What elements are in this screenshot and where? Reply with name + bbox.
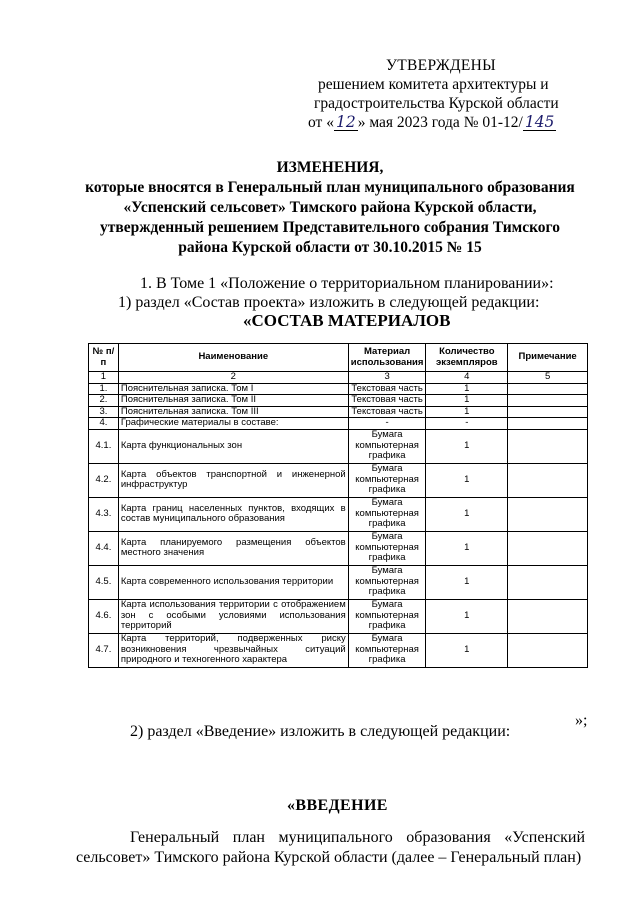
header-name: Наименование	[118, 344, 348, 372]
row-name: Карта современного использования территории	[118, 565, 348, 599]
row-note	[508, 395, 588, 407]
table-row	[89, 429, 588, 463]
title-line-3: «Успенский сельсовет» Тимского района Курской области,	[123, 199, 537, 216]
item-1: 1. В Томе 1 «Положение о территориальном планировании»:	[140, 275, 554, 292]
row-qty: 1	[426, 565, 508, 599]
title-line-5: района Курской области от 30.10.2015 № 15	[178, 239, 482, 256]
row-note	[508, 565, 588, 599]
row-qty: 1	[426, 395, 508, 407]
header-material: Материал использования	[348, 344, 426, 372]
table-row	[89, 633, 588, 667]
table-row	[89, 497, 588, 531]
row-name: Графические материалы в составе:	[118, 418, 348, 430]
item-2: 2) раздел «Введение» изложить в следующей редакции:	[130, 723, 511, 740]
row-qty: 1	[426, 531, 508, 565]
row-qty: 1	[426, 497, 508, 531]
body-word: «Успенский	[504, 829, 585, 846]
item-1-sub: 1) раздел «Состав проекта» изложить в следующей редакции:	[118, 294, 540, 311]
header-num: № п/п	[89, 344, 119, 372]
row-qty: 1	[426, 599, 508, 633]
materials-table	[88, 343, 588, 668]
row-material: Бумага компьютерная графика	[348, 429, 426, 463]
row-note	[508, 633, 588, 667]
row-number: 2.	[89, 395, 119, 407]
row-note	[508, 497, 588, 531]
row-note	[508, 599, 588, 633]
document-title	[70, 158, 590, 258]
body-word: муниципального	[278, 829, 393, 846]
table-row	[89, 531, 588, 565]
table-row	[89, 463, 588, 497]
row-name: Карта территорий, подверженных риску возникновения чрезвычайных ситуаций природного и техногенного характера	[118, 633, 348, 667]
row-material: Бумага компьютерная графика	[348, 463, 426, 497]
row-material: Текстовая часть	[348, 383, 426, 395]
row-number: 4.4.	[89, 531, 119, 565]
title-line-2: которые вносятся в Генеральный план муниципального образования	[85, 179, 575, 196]
row-qty: 1	[426, 383, 508, 395]
index-cell: 3	[348, 372, 426, 384]
row-note	[508, 383, 588, 395]
row-material: Бумага компьютерная графика	[348, 497, 426, 531]
approval-date-middle: » мая 2023 года № 01-12/	[357, 114, 523, 131]
table-index-row	[89, 372, 588, 384]
table-row	[89, 406, 588, 418]
row-number: 4.1.	[89, 429, 119, 463]
row-note	[508, 429, 588, 463]
row-number: 4.6.	[89, 599, 119, 633]
row-name: Карта использования территории с отображением зон с особыми условиями использования территорий	[118, 599, 348, 633]
body-line-2: сельсовет» Тимского района Курской области (далее – Генеральный план)	[76, 849, 582, 866]
body-line-1	[130, 829, 585, 847]
table-row	[89, 395, 588, 407]
approval-line-2: градостроительства Курской области	[314, 95, 559, 112]
row-material: Бумага компьютерная графика	[348, 565, 426, 599]
table-row	[89, 565, 588, 599]
row-material: Текстовая часть	[348, 406, 426, 418]
row-name: Карта планируемого размещения объектов местного значения	[118, 531, 348, 565]
body-word: образования	[406, 829, 491, 846]
body-word: план	[232, 829, 265, 846]
table-row	[89, 418, 588, 430]
approval-number-handwritten: 145	[524, 113, 555, 131]
row-note	[508, 418, 588, 430]
row-name: Карта функциональных зон	[118, 429, 348, 463]
approval-block	[308, 56, 578, 132]
row-qty: 1	[426, 406, 508, 418]
row-name: Пояснительная записка. Том I	[118, 383, 348, 395]
index-cell: 2	[118, 372, 348, 384]
row-note	[508, 406, 588, 418]
approval-date-prefix: от «	[308, 114, 334, 131]
index-cell: 1	[89, 372, 119, 384]
row-material: Текстовая часть	[348, 395, 426, 407]
sostav-heading: «СОСТАВ МАТЕРИАЛОВ	[243, 311, 451, 330]
row-qty: 1	[426, 463, 508, 497]
row-material: Бумага компьютерная графика	[348, 599, 426, 633]
row-note	[508, 463, 588, 497]
row-number: 1.	[89, 383, 119, 395]
row-name: Пояснительная записка. Том III	[118, 406, 348, 418]
row-material: Бумага компьютерная графика	[348, 633, 426, 667]
approval-heading: УТВЕРЖДЕНЫ	[386, 57, 496, 74]
row-number: 4.3.	[89, 497, 119, 531]
header-qty: Количество экземпляров	[426, 344, 508, 372]
row-material: Бумага компьютерная графика	[348, 531, 426, 565]
table-row	[89, 599, 588, 633]
table-header-row	[89, 344, 588, 372]
row-number: 4.7.	[89, 633, 119, 667]
vvedenie-heading: «ВВЕДЕНИЕ	[287, 797, 388, 814]
row-number: 4.5.	[89, 565, 119, 599]
row-number: 3.	[89, 406, 119, 418]
approval-day-handwritten: 12	[335, 113, 356, 131]
row-qty: 1	[426, 633, 508, 667]
row-number: 4.	[89, 418, 119, 430]
approval-line-3	[308, 113, 578, 132]
row-name: Пояснительная записка. Том II	[118, 395, 348, 407]
header-note: Примечание	[508, 344, 588, 372]
approval-line-1: решением комитета архитектуры и	[318, 76, 549, 93]
row-name: Карта границ населенных пунктов, входящих в состав муниципального образования	[118, 497, 348, 531]
index-cell: 5	[508, 372, 588, 384]
index-cell: 4	[426, 372, 508, 384]
row-qty: -	[426, 418, 508, 430]
title-line-1: ИЗМЕНЕНИЯ,	[276, 159, 384, 176]
row-name: Карта объектов транспортной и инженерной инфраструктур	[118, 463, 348, 497]
row-note	[508, 531, 588, 565]
row-number: 4.2.	[89, 463, 119, 497]
title-line-4: утвержденный решением Представительного собрания Тимского	[100, 219, 560, 236]
body-word: Генеральный	[130, 829, 220, 846]
closing-quote: »;	[575, 712, 588, 729]
row-material: -	[348, 418, 426, 430]
row-qty: 1	[426, 429, 508, 463]
table-row	[89, 383, 588, 395]
